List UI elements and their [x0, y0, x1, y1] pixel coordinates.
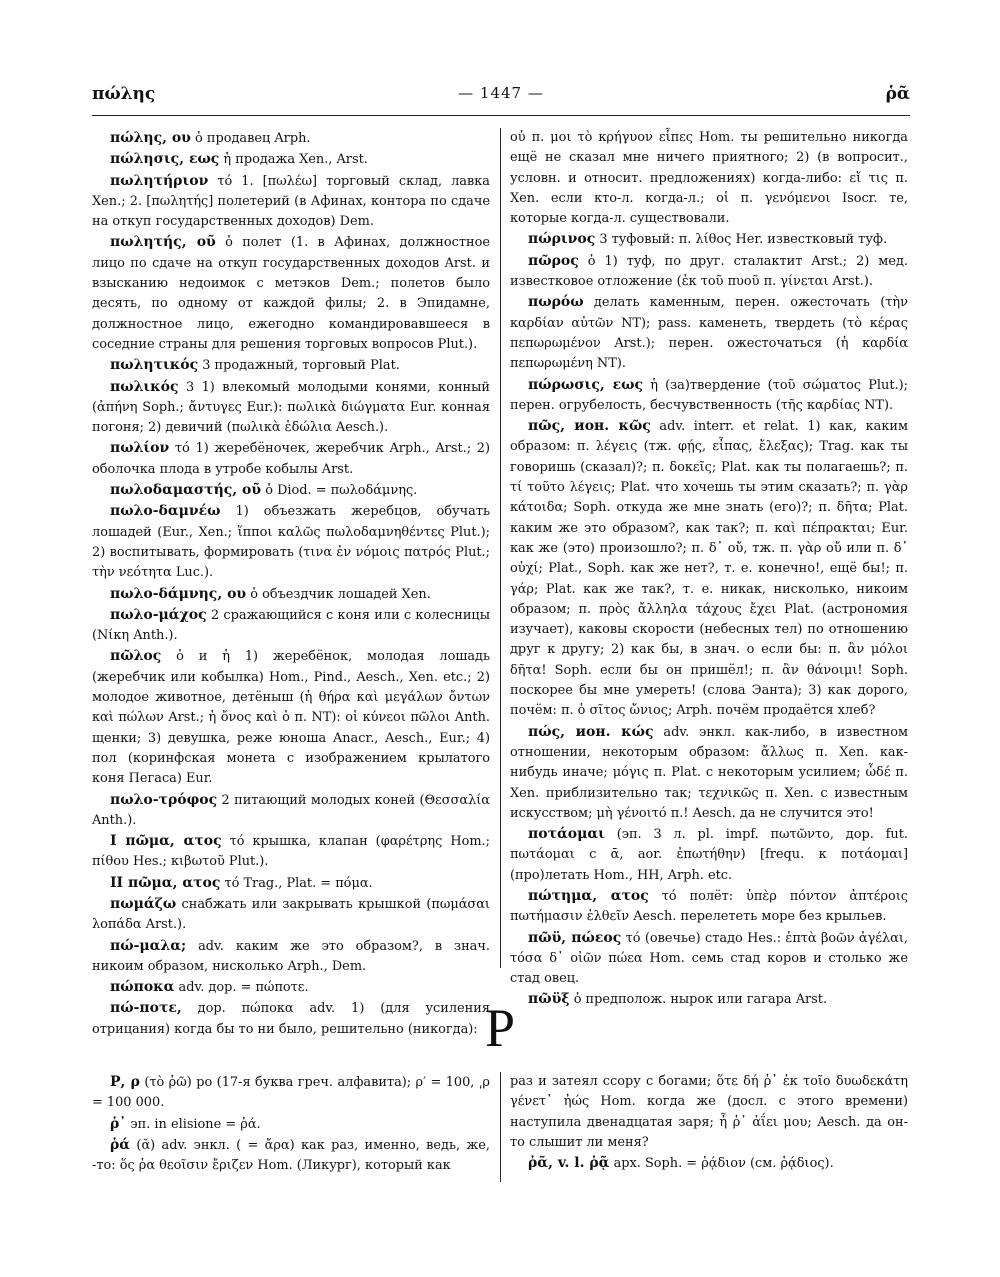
dictionary-entry [510, 824, 908, 886]
entry-definition: (эп. 3 л. pl. impf. πωτῶντο, дор. fut. πωτάομαι с ᾱ, aor. ἐπωτήθην) [frequ. к ποτάομαι] (про)летать Hom., HH, Arph. etc. [510, 827, 908, 883]
dictionary-entry [92, 790, 490, 832]
column-top-left [92, 128, 490, 1040]
entry-headword: πωλητικός [110, 357, 199, 374]
entry-definition: ὁ продавец Arph. [190, 131, 311, 146]
entry-headword: πωρόω [528, 294, 584, 311]
entry-headword: πώς, ион. κώς [528, 723, 654, 740]
entry-definition: τό 1. [πωλέω] торговый склад, лавка Xen.; 2. [πωλητής] полетерий (в Афинах, контора по сдаче на откуп государственных доходов) Dem. [92, 173, 490, 230]
dictionary-entry [92, 936, 490, 978]
entry-headword: πώλης, ου [110, 130, 191, 146]
entry-definition: τό полёт: ὑπὲρ πόντον ἀπτέροις πωτήμασιν ἐλθεῖν Aesch. перелететь море без крыльев. [510, 888, 908, 925]
entry-headword: ῥ᾽ [110, 1115, 127, 1132]
dictionary-entry [92, 232, 490, 355]
dictionary-entry [92, 501, 490, 583]
entry-headword: ποτάομαι [528, 826, 605, 843]
dictionary-entry [510, 375, 908, 417]
entry-definition: 2 питающий молодых коней (Θεσσαλία Anth.). [92, 792, 490, 828]
entry-definition: ὁ 1) туф, по друг. сталактит Arst.; 2) мед. известковое отложение (ἐκ τοῦ πυοῦ π. γίνεται Arst.). [510, 253, 908, 290]
entry-headword: πωλο-μάχος [110, 606, 207, 623]
entry-headword: πώτημα, ατος [528, 887, 649, 904]
entry-definition: (ᾰ) adv. энкл. ( = ἄρα) как раз, именно, ведь, же, -то: ὅς ῥα θεοῖσιν ἔριζεν Hom. (Ликург), который как [92, 1137, 490, 1174]
entry-headword: πωλίον [110, 440, 170, 457]
dictionary-entry [510, 292, 908, 374]
entry-definition: ὁ Diod. = πωλοδάμνης. [261, 483, 418, 499]
entry-definition: τό 1) жеребёночек, жеребчик Arph., Arst.; 2) оболочка плода в утробе кобылы Arst. [92, 441, 490, 477]
entry-headword: πῶλος [110, 648, 162, 665]
column-divider-bottom [500, 1072, 501, 1182]
entry-definition: раз и затеял ссору с богами; ὅτε δή ῥ᾽ ἐκ τοῖο δυωδεκάτη γένετ᾽ ἠώς Hom. когда же (досл. с этого времени) наступила двенадцатая заря; ἦ ῥ᾽ ἀΐει μου; Aesch. да он-то слышит ли меня? [510, 1074, 908, 1150]
entry-headword: πῶρος [528, 252, 579, 269]
entry-definition: 2 сражающийся с коня или с колесницы (Νίκη Anth.). [92, 607, 490, 644]
entry-headword: πώ-ποτε, [110, 1000, 182, 1017]
column-divider-top [500, 128, 501, 968]
column-bottom-left [92, 1072, 490, 1176]
dictionary-entry [510, 128, 908, 229]
header-left-headword: πώλης [92, 84, 156, 104]
entry-headword: πώποκα [110, 979, 175, 996]
entry-definition: adv. каким же это образом?, в знач. никоим образом, нисколько Arph., Dem. [92, 938, 490, 974]
entry-definition: adv. interr. et relat. 1) как, каким образом: π. λέγεις (тж. φῄς, εἶπας, ἔλεξας); Trag. как ты говоришь (сказал)?; π. δοκεῖς; Plat. как ты полагаешь?; π. τί τοῦτο λέγεις; Plat. что хочешь ты этим сказать?; π. γὰρ κάτοιδα; Soph. откуда же мне знать (его)?; π. δῆτα; Plat. каким же это образом?, как так?; π. καὶ πέπρακται; Eur. как же (это) произошло?; π. δ᾽ οὔ, тж. π. γὰρ οὔ или π. δ᾽ οὐχί; Plat., Soph. как же нет?, т. е. конечно!, ещё бы!; π. γάρ; Plat. как же так?, т. е. никак, нисколько, никоим образом; π. πρὸς ἄλληλα τάχους ἔχει Plat. (астрономия изучает), каковы скорости (небесных тел) по отношению друг к другу; 2) как бы, в знач. о если бы: π. ἂν μόλοι δῆτα! Soph. если бы он пришёл!; π. ἂν θάνοιμι! Soph. поскорее бы мне умереть! (слова Эанта); 3) как дорого, почём: π. ὁ σῖτος ὤνιος; Arph. почём продаётся хлеб? [510, 419, 909, 719]
dictionary-entry [92, 149, 490, 170]
entry-headword: πωμάζω [110, 895, 177, 912]
dictionary-entry [92, 977, 490, 998]
entry-headword: πωλικός [110, 378, 179, 395]
entry-definition: ἡ продажа Xen., Arst. [219, 152, 368, 168]
entry-headword: πωλητής, οῦ [110, 234, 216, 251]
entry-headword: πῶς, ион. κῶς [528, 418, 651, 435]
entry-headword: πωλο-τρόφος [110, 791, 218, 808]
dictionary-entry [92, 355, 490, 376]
dictionary-entry [510, 251, 908, 293]
dictionary-entry [92, 1114, 490, 1135]
page-number: — 1447 — [458, 84, 544, 102]
entry-definition: οὐ π. μοι τὸ κρήγυον εἶπες Hom. ты решительно никогда ещё не сказал мне ничего приятного; 2) (в вопросит., условн. и относит. предложениях) когда-либо: εἴ τις π. Xen. если кто-л. когда-л.; οἱ π. γενόμενοι Isocr. те, которые когда-л. существовали. [510, 130, 908, 227]
entry-definition: 1) объезжать жеребцов, обучать лошадей (Eur., Xen.; ἵπποι καλῶς πωλοδαμνηθέντες Plut.); 2) воспитывать, формировать (τινα ἐν νόμοις πατρός Plut.; τὴν νεότητα Luc.). [92, 504, 490, 581]
dictionary-entry [510, 886, 908, 928]
entry-definition: снабжать или закрывать крышкой (πωμάσαι λοπάδα Arst.). [92, 896, 490, 933]
dictionary-entry [92, 128, 490, 149]
dictionary-entry [92, 873, 490, 894]
entry-definition: 3 продажный, торговый Plat. [198, 358, 400, 374]
entry-headword: πωλο-δαμνέω [110, 503, 221, 520]
dictionary-entry [92, 438, 490, 480]
entry-headword: πωλοδαμαστής, οῦ [110, 482, 262, 499]
dictionary-entry [92, 171, 490, 233]
dictionary-entry [510, 1072, 908, 1153]
entry-headword: ῥᾶ, v. l. ῥᾷ [528, 1155, 610, 1172]
entry-definition: 3 1) влекомый молодыми конями, конный (ἀπήνη Soph.; ἄντυγες Eur.): πωλικὰ διώγματα Eur. конная погоня; 2) девичий (πωλικὰ ἑδώλια Aesch.). [92, 379, 490, 436]
entry-headword: πώλησις, εως [110, 151, 220, 168]
dictionary-entry [92, 584, 490, 605]
page-header [92, 84, 910, 110]
entry-headword: πώρωσις, εως [528, 376, 644, 393]
entry-definition: дор. πώποκα adv. 1) (для усиления отрицания) когда бы то ни было, решительно (никогда): [92, 1001, 490, 1037]
dictionary-entry [510, 416, 908, 721]
column-bottom-right [510, 1072, 908, 1174]
entry-definition: ὁ полет (1. в Афинах, должностное лицо по сдаче на откуп государственных доходов Arst. и взысканию недоимок с метэков Dem.; полетов было десять, по одному от каждой филы; 2. в Эпидамне, должностное лицо, ежегодно командировавшееся в соседние страны для решения торговых вопросов Plut.). [92, 235, 490, 352]
dictionary-entry [92, 377, 490, 439]
dictionary-entry [510, 722, 908, 824]
dictionary-entry [92, 1072, 490, 1114]
dictionary-entry [92, 831, 490, 873]
entry-definition: ὁ объездчик лошадей Xen. [246, 586, 431, 602]
entry-definition: τό (овечье) стадо Hes.: ἑπτὰ βοῶν ἀγέλαι, τόσα δ᾽ οἰῶν πώεα Hom. семь стад коров и столько же стад овец. [510, 930, 908, 987]
entry-definition: ὁ и ἡ 1) жеребёнок, молодая лошадь (жеребчик или кобылка) Hom., Pind., Aesch., Xen. etc.; 2) молодое животное, детёныш (ἡ θήρα καὶ μεγάλων ὄντων καὶ πώλων Arst.; ἡ ὄνος καὶ ὁ π. NT): οἱ κύνεοι πῶλοι Anth. щенки; 3) девушка, реже юноша Anacr., Aesch., Eur.; 4) пол (коринфская монета с изображением крылатого коня Пегаса) Eur. [92, 649, 490, 787]
entry-definition: τό Trag., Plat. = πόμα. [220, 875, 373, 891]
header-right-headword: ῥᾶ [885, 84, 910, 104]
dictionary-entry [92, 1135, 490, 1177]
entry-definition: adv. энкл. как-либо, в известном отношении, некоторым образом: ἄλλως π. Xen. как-нибудь иначе; μόγις π. Plat. с некоторым усилием; ὧδέ π. Xen. приблизительно так; τεχνικῶς π. Xen. с известным искусством; μὴ γένοιτό π.! Aesch. да не случится это! [510, 724, 908, 821]
dictionary-entry [92, 480, 490, 501]
entry-headword: πῶϋ, πώεος [528, 929, 622, 946]
entry-definition: арх. Soph. = ῥᾴδιον (см. ῥᾴδιος). [609, 1156, 834, 1172]
entry-definition: 3 туфовый: π. λίθος Her. известковый туф. [595, 232, 888, 248]
dictionary-entry [92, 605, 490, 647]
entry-definition: эп. in elisione = ῥά. [126, 1116, 261, 1132]
entry-headword: Ρ, ρ [110, 1074, 140, 1090]
dictionary-entry [510, 229, 908, 250]
entry-headword: πωλο-δάμνης, ου [110, 585, 247, 602]
header-rule [92, 115, 910, 116]
entry-headword: πῶϋξ [528, 991, 570, 1008]
entry-headword: I πῶμα, ατος [110, 833, 222, 850]
dictionary-entry [510, 928, 908, 990]
entry-definition: делать каменным, перен. ожесточать (τὴν καρδίαν αὐτῶν NT); pass. каменеть, твердеть (τὸ κέρας πεπωρωμένον Arst.); перен. ожесточаться (ἡ καρδία πεπωρωμένη NT). [510, 295, 908, 372]
entry-definition: ἡ (за)твердение (τοῦ σώματος Plut.); перен. огрубелость, бесчувственность (τῆς καρδίας NT). [510, 377, 908, 413]
entry-headword: ῥά [110, 1136, 131, 1153]
entry-headword: II πῶμα, ατος [110, 874, 221, 891]
dictionary-entry [510, 1153, 908, 1174]
entry-headword: πώ-μαλα; [110, 937, 187, 954]
dictionary-entry [92, 894, 490, 936]
entry-definition: ὁ предполож. нырок или гагара Arst. [569, 992, 828, 1008]
entry-definition: adv. дор. = πώποτε. [174, 980, 309, 996]
entry-headword: πώρινος [528, 231, 596, 248]
entry-definition: τό крышка, клапан (φαρέτρης Hom.; πίθου Hes.; κιβωτοῦ Plut.). [92, 834, 490, 870]
dictionary-entry [92, 646, 490, 789]
section-letter: Ρ [484, 998, 516, 1058]
column-top-right [510, 128, 908, 1011]
entry-headword: πωλητήριον [110, 172, 209, 189]
entry-definition: (τὸ ῥῶ) ро (17-я буква греч. алфавита); ρ′ = 100, ͵ρ = 100 000. [92, 1075, 490, 1111]
